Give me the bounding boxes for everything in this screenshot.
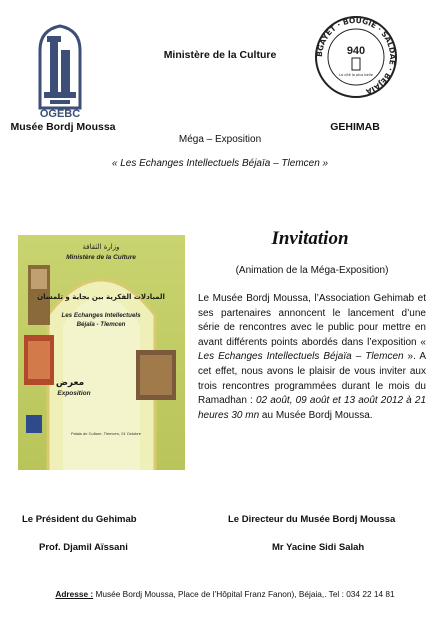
gehimab-name: GEHIMAB [330, 121, 380, 133]
seal-number: 940 [346, 45, 366, 57]
poster-footer: Palais de Culture, Tlemcen, 01 Octobre [71, 431, 141, 436]
mega-exposition: Méga – Exposition [178, 134, 262, 145]
poster-title-ar: المبادلات الفكرية بين بجاية و تلمسان [37, 293, 165, 301]
seal-small-text: La cité la plus belle [339, 73, 373, 77]
ogebc-logo-text: OGEBC [39, 108, 81, 120]
body-expo-title: Les Echanges Intellectuels Béjaïa – Tlemcen [198, 351, 404, 363]
poster-title-fr2: Béjaïa - Tlemcen [76, 321, 126, 328]
address-line [20, 589, 430, 599]
address-text: Musée Bordj Moussa, Place de l’Hôpital Franz Fanon), Béjaia,. Tel : 034 22 14 81 [93, 589, 395, 599]
poster-expo-fr: Exposition [57, 390, 91, 397]
body-part-1: Le Musée Bordj Moussa, l’Association Gehimab et ses partenaires annoncent le lancement d’une série de rencontres avec le public pour mettre en avant différents points abordés dans l’exposition « [198, 293, 426, 348]
exhibition-title: « Les Echanges Intellectuels Béjaïa – Tlemcen » [111, 158, 329, 169]
exhibition-poster [18, 235, 185, 470]
ogebc-logo [30, 20, 90, 120]
director-title: Le Directeur du Musée Bordj Moussa [228, 514, 396, 525]
museum-name: Musée Bordj Moussa [10, 121, 116, 133]
body-dates: 02 août, 09 août et 13 août 2012 à 21 heures 30 mn [198, 395, 427, 421]
poster-ministry-ar: وزارة الثقافة [82, 243, 120, 251]
poster-title-fr1: Les Echanges Intellectuels [61, 312, 141, 319]
address-label: Adresse : [55, 589, 94, 599]
invitation-body [198, 292, 426, 423]
invitation-subheading: (Animation de la Méga-Exposition) [235, 265, 389, 276]
president-name: Prof. Djamil Aïssani [39, 542, 128, 553]
seal-ring-text: BGAYET · BOUGIE · SALDAE · BEJAIA [314, 15, 398, 97]
body-part-2: ». A cet effet, nous avons le plaisir de vous inviter aux trois rencontres programmées durant le mois du Ramadhan : [198, 351, 426, 407]
ministry-title: Ministère de la Culture [163, 49, 277, 61]
president-title: Le Président du Gehimab [22, 514, 137, 525]
director-name: Mr Yacine Sidi Salah [272, 542, 365, 553]
body-part-3: au Musée Bordj Moussa. [259, 409, 373, 421]
invitation-heading: Invitation [271, 228, 349, 249]
poster-expo-ar: معرض [55, 378, 85, 388]
gehimab-seal [313, 10, 399, 122]
poster-ministry-fr: Ministère de la Culture [66, 254, 136, 261]
